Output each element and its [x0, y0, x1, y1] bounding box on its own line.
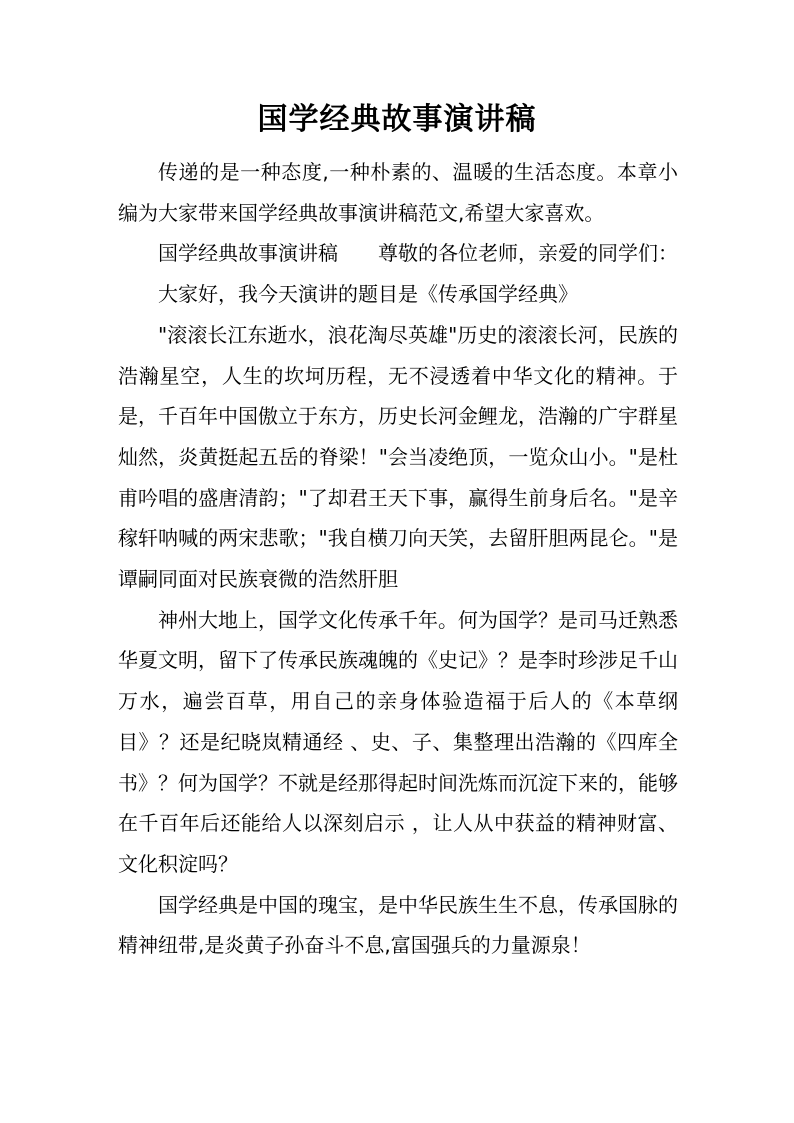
paragraph-intro: 传递的是一种态度,一种朴素的、温暖的生活态度。本章小编为大家带来国学经典故事演讲稿范文,希望大家喜欢。: [118, 160, 678, 225]
paragraph-greeting: 大家好，我今天演讲的题目是《传承国学经典》: [158, 282, 578, 307]
paragraph-what-is-guoxue: 神州大地上，国学文化传承千年。何为国学？是司马迁熟悉华夏文明，留下了传承民族魂魄的《史记》？是李时珍涉足千山万水，遍尝百草，用自己的亲身体验造福于后人的《本草纲目》？还是纪晓岚精通经 、史、子、集整理出浩瀚的《四库全书》？何为国学？不就是经那得起时间洗炼而沉淀下来的，能够在千百年后还能给人以深刻启示 ，让人从中获益的精神财富、文化积淀吗？: [118, 607, 678, 876]
paragraph-history: "滚滚长江东逝水，浪花淘尽英雄"历史的滚滚长河，民族的浩瀚星空，人生的坎坷历程，无不浸透着中华文化的精神。于是，千百年中国傲立于东方，历史长河金鲤龙，浩瀚的广宇群星灿然，炎黄挺起五岳的脊梁！"会当凌绝顶，一览众山小。"是杜甫吟唱的盛唐清韵；"了却君王天下事，赢得生前身后名。"是辛稼轩呐喊的两宋悲歌；"我自横刀向天笑，去留肝胆两昆仑。"是谭嗣同面对民族衰微的浩然肝胆: [118, 322, 678, 592]
paragraph-treasure: 国学经典是中国的瑰宝，是中华民族生生不息，传承国脉的精神纽带,是炎黄子孙奋斗不息,富国强兵的力量源泉！: [118, 892, 678, 958]
document-title: 国学经典故事演讲稿: [257, 102, 537, 137]
document-body: [118, 152, 678, 966]
paragraph-salutation: 国学经典故事演讲稿 尊敬的各位老师，亲爱的同学们：: [158, 241, 678, 266]
